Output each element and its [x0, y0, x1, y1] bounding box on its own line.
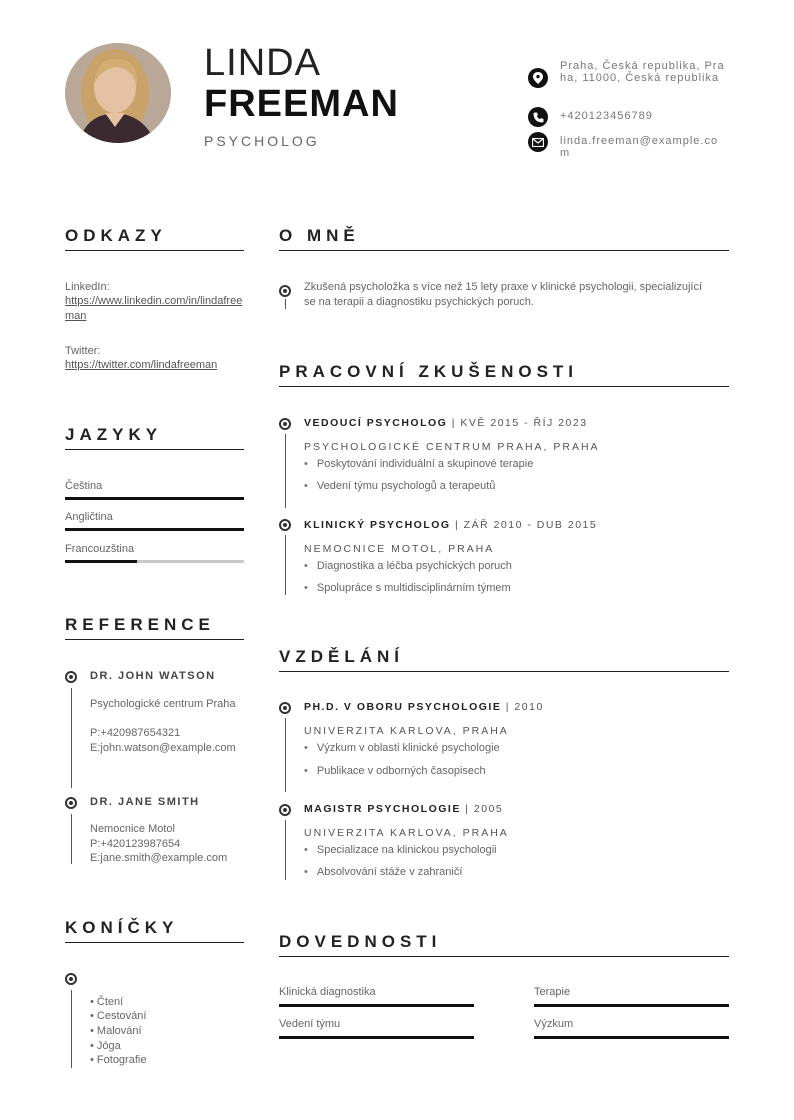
- timeline-dot-icon: [65, 973, 77, 985]
- timeline-dot-icon: [65, 797, 77, 809]
- hobbies-heading: KONÍČKY: [65, 918, 179, 937]
- education-bullet: • Výzkum v oblasti klinické psychologie: [304, 742, 500, 754]
- timeline-line: [285, 535, 286, 595]
- skill-bar: [534, 1036, 729, 1039]
- first-name: LINDA: [204, 42, 321, 84]
- reference-phone: P:+420123987654: [90, 838, 181, 850]
- education-bullet: • Specializace na klinickou psychologii: [304, 844, 497, 856]
- job-heading: [304, 417, 588, 429]
- links-heading: ODKAZY: [65, 226, 167, 245]
- education-heading: VZDĚLÁNÍ: [279, 647, 404, 666]
- timeline-line: [285, 299, 286, 309]
- timeline-line: [71, 688, 72, 788]
- education-heading-line: [304, 701, 544, 713]
- language-level-fill: [65, 560, 137, 563]
- timeline-dot-icon: [65, 671, 77, 683]
- education-year: | 2010: [505, 701, 544, 713]
- hobby-item: • Malování: [90, 1025, 142, 1037]
- hobbies-rule: [65, 942, 244, 943]
- hobby-label: Čtení: [96, 996, 124, 1008]
- twitter-link[interactable]: https://twitter.com/lindafreeman: [65, 359, 218, 371]
- job-bullet: • Spolupráce s multidisciplinárním týmem: [304, 582, 511, 594]
- job-dates: | ZÁŘ 2010 - DUB 2015: [455, 519, 598, 531]
- language-level-bar: [65, 528, 244, 531]
- language-level-bar: [65, 560, 244, 563]
- languages-heading: JAZYKY: [65, 425, 163, 444]
- twitter-label: Twitter:: [65, 345, 101, 357]
- about-text: Zkušená psycholožka s více než 15 lety praxe v klinické psychologii, specializující se na terapii a diagnostiku psychických poruch.: [304, 281, 703, 308]
- languages-rule: [65, 449, 244, 450]
- timeline-dot-icon: [279, 418, 291, 430]
- hobby-item: • Čtení: [90, 996, 124, 1008]
- education-degree: PH.D. V OBORU PSYCHOLOGIE: [304, 701, 502, 713]
- contact-email[interactable]: linda.freeman@example.com: [560, 135, 719, 159]
- skill-bar: [279, 1004, 474, 1007]
- skill-label: Výzkum: [534, 1018, 574, 1030]
- timeline-line: [71, 990, 72, 1068]
- hobby-label: Cestování: [96, 1010, 147, 1022]
- education-rule: [279, 671, 729, 672]
- language-level-fill: [65, 497, 244, 500]
- job-organization: NEMOCNICE MOTOL, PRAHA: [304, 543, 495, 555]
- hobby-label: Fotografie: [96, 1054, 147, 1066]
- about-heading: O MNĚ: [279, 226, 360, 245]
- skills-heading: DOVEDNOSTI: [279, 932, 442, 951]
- reference-org: Psychologické centrum Praha: [90, 698, 236, 710]
- timeline-dot-icon: [279, 519, 291, 531]
- map-pin-icon: [528, 68, 548, 88]
- skill-bar: [279, 1036, 474, 1039]
- education-year: | 2005: [465, 803, 504, 815]
- language-name: Francouzština: [65, 543, 135, 555]
- linkedin-link[interactable]: https://www.linkedin.com/in/lindafreeman: [65, 295, 243, 322]
- hobby-label: Malování: [96, 1025, 142, 1037]
- skill-bar: [534, 1004, 729, 1007]
- reference-org: Nemocnice Motol: [90, 823, 175, 835]
- language-name: Angličtina: [65, 511, 113, 523]
- references-rule: [65, 639, 244, 640]
- education-school: UNIVERZITA KARLOVA, PRAHA: [304, 827, 509, 839]
- last-name: FREEMAN: [204, 83, 399, 125]
- job-heading: [304, 519, 597, 531]
- reference-name: DR. JANE SMITH: [90, 796, 200, 808]
- contact-phone[interactable]: +420123456789: [560, 110, 653, 122]
- skill-label: Klinická diagnostika: [279, 986, 376, 998]
- timeline-line: [285, 434, 286, 508]
- skill-label: Terapie: [534, 986, 571, 998]
- contact-address: Praha, Česká republika, Praha, 11000, Česká republika: [560, 60, 725, 84]
- reference-name: DR. JOHN WATSON: [90, 670, 216, 682]
- skills-rule: [279, 956, 729, 957]
- reference-phone: P:+420987654321: [90, 727, 181, 739]
- job-role: KLINICKÝ PSYCHOLOG: [304, 519, 451, 531]
- experience-rule: [279, 386, 729, 387]
- hobby-label: Jóga: [96, 1040, 121, 1052]
- education-degree: MAGISTR PSYCHOLOGIE: [304, 803, 461, 815]
- timeline-dot-icon: [279, 804, 291, 816]
- envelope-icon: [528, 132, 548, 152]
- job-bullet: • Vedení týmu psychologů a terapeutů: [304, 480, 495, 492]
- language-name: Čeština: [65, 480, 103, 492]
- timeline-line: [285, 820, 286, 880]
- education-heading-line: [304, 803, 503, 815]
- timeline-line: [285, 718, 286, 792]
- reference-email[interactable]: E:john.watson@example.com: [90, 742, 236, 754]
- references-heading: REFERENCE: [65, 615, 215, 634]
- language-level-bar: [65, 497, 244, 500]
- job-dates: | KVĚ 2015 - ŘÍJ 2023: [451, 417, 588, 429]
- reference-email[interactable]: E:jane.smith@example.com: [90, 852, 228, 864]
- education-bullet: • Absolvování stáže v zahraničí: [304, 866, 462, 878]
- skill-label: Vedení týmu: [279, 1018, 341, 1030]
- timeline-dot-icon: [279, 702, 291, 714]
- linkedin-label: LinkedIn:: [65, 281, 110, 293]
- education-bullet: • Publikace v odborných časopisech: [304, 765, 486, 777]
- job-bullet: • Poskytování individuální a skupinové terapie: [304, 458, 533, 470]
- job-bullet: • Diagnostika a léčba psychických poruch: [304, 560, 512, 572]
- job-role: VEDOUCÍ PSYCHOLOG: [304, 417, 448, 429]
- profile-photo: [65, 43, 171, 143]
- phone-icon: [528, 107, 548, 127]
- experience-heading: PRACOVNÍ ZKUŠENOSTI: [279, 362, 579, 381]
- hobby-item: • Cestování: [90, 1010, 147, 1022]
- education-school: UNIVERZITA KARLOVA, PRAHA: [304, 725, 509, 737]
- timeline-line: [71, 814, 72, 864]
- links-rule: [65, 250, 244, 251]
- job-title: PSYCHOLOG: [204, 133, 320, 149]
- about-rule: [279, 250, 729, 251]
- language-level-fill: [65, 528, 244, 531]
- job-organization: PSYCHOLOGICKÉ CENTRUM PRAHA, PRAHA: [304, 441, 600, 453]
- timeline-dot-icon: [279, 285, 291, 297]
- hobby-item: • Jóga: [90, 1040, 121, 1052]
- hobby-item: • Fotografie: [90, 1054, 147, 1066]
